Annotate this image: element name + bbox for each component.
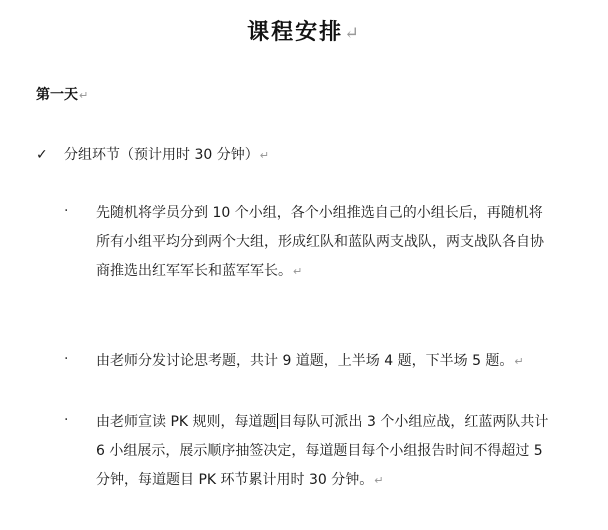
bullet-icon: · [64, 351, 69, 367]
list-item-line [96, 347, 588, 376]
check-mark-icon: ✓ [36, 147, 48, 163]
list-item-line-text: 分钟，每道题目 PK 环节累计用时 30 分钟。 [96, 472, 374, 488]
paragraph-mark-icon: ↵ [374, 474, 384, 487]
list-item-line [96, 408, 588, 437]
document-title [0, 16, 608, 50]
paragraph-mark-icon: ↵ [259, 149, 270, 162]
list-item-line [96, 257, 588, 286]
list-item-line-text: 由老师分发讨论思考题，共计 9 道题，上半场 4 题，下半场 5 题。 [96, 353, 514, 369]
section-heading [36, 144, 269, 167]
day-heading-text: 第一天 [36, 87, 78, 103]
paragraph-mark-icon: ↵ [344, 24, 361, 44]
section-label: 分组环节（预计用时 30 分钟） [64, 147, 259, 163]
paragraph-mark-icon: ↵ [293, 265, 303, 278]
day-heading [36, 84, 88, 107]
list-item [96, 347, 588, 376]
list-item-line-text: 商推选出红军军长和蓝军军长。 [96, 263, 292, 279]
list-item-line [96, 466, 588, 495]
list-item [96, 408, 588, 495]
list-item [96, 199, 588, 286]
list-item-line: 所有小组平均分到两个大组，形成红队和蓝队两支战队，两支战队各自协 [96, 234, 544, 250]
list-item-line: 6 小组展示，展示顺序抽签决定，每道题目每个小组报告时间不得超过 5 [96, 443, 543, 459]
list-item-line-text: 由老师宣读 PK 规则，每道题 [96, 414, 277, 430]
list-item-line-text: 目每队可派出 3 个小组应战，红蓝两队共计 [278, 414, 549, 430]
list-item-line: 先随机将学员分到 10 个小组，各个小组推选自己的小组长后，再随机将 [96, 205, 543, 221]
paragraph-mark-icon: ↵ [514, 355, 524, 368]
paragraph-mark-icon: ↵ [79, 89, 89, 102]
title-text: 课程安排 [247, 19, 344, 45]
bullet-icon: · [64, 412, 69, 428]
bullet-icon: · [64, 203, 69, 219]
